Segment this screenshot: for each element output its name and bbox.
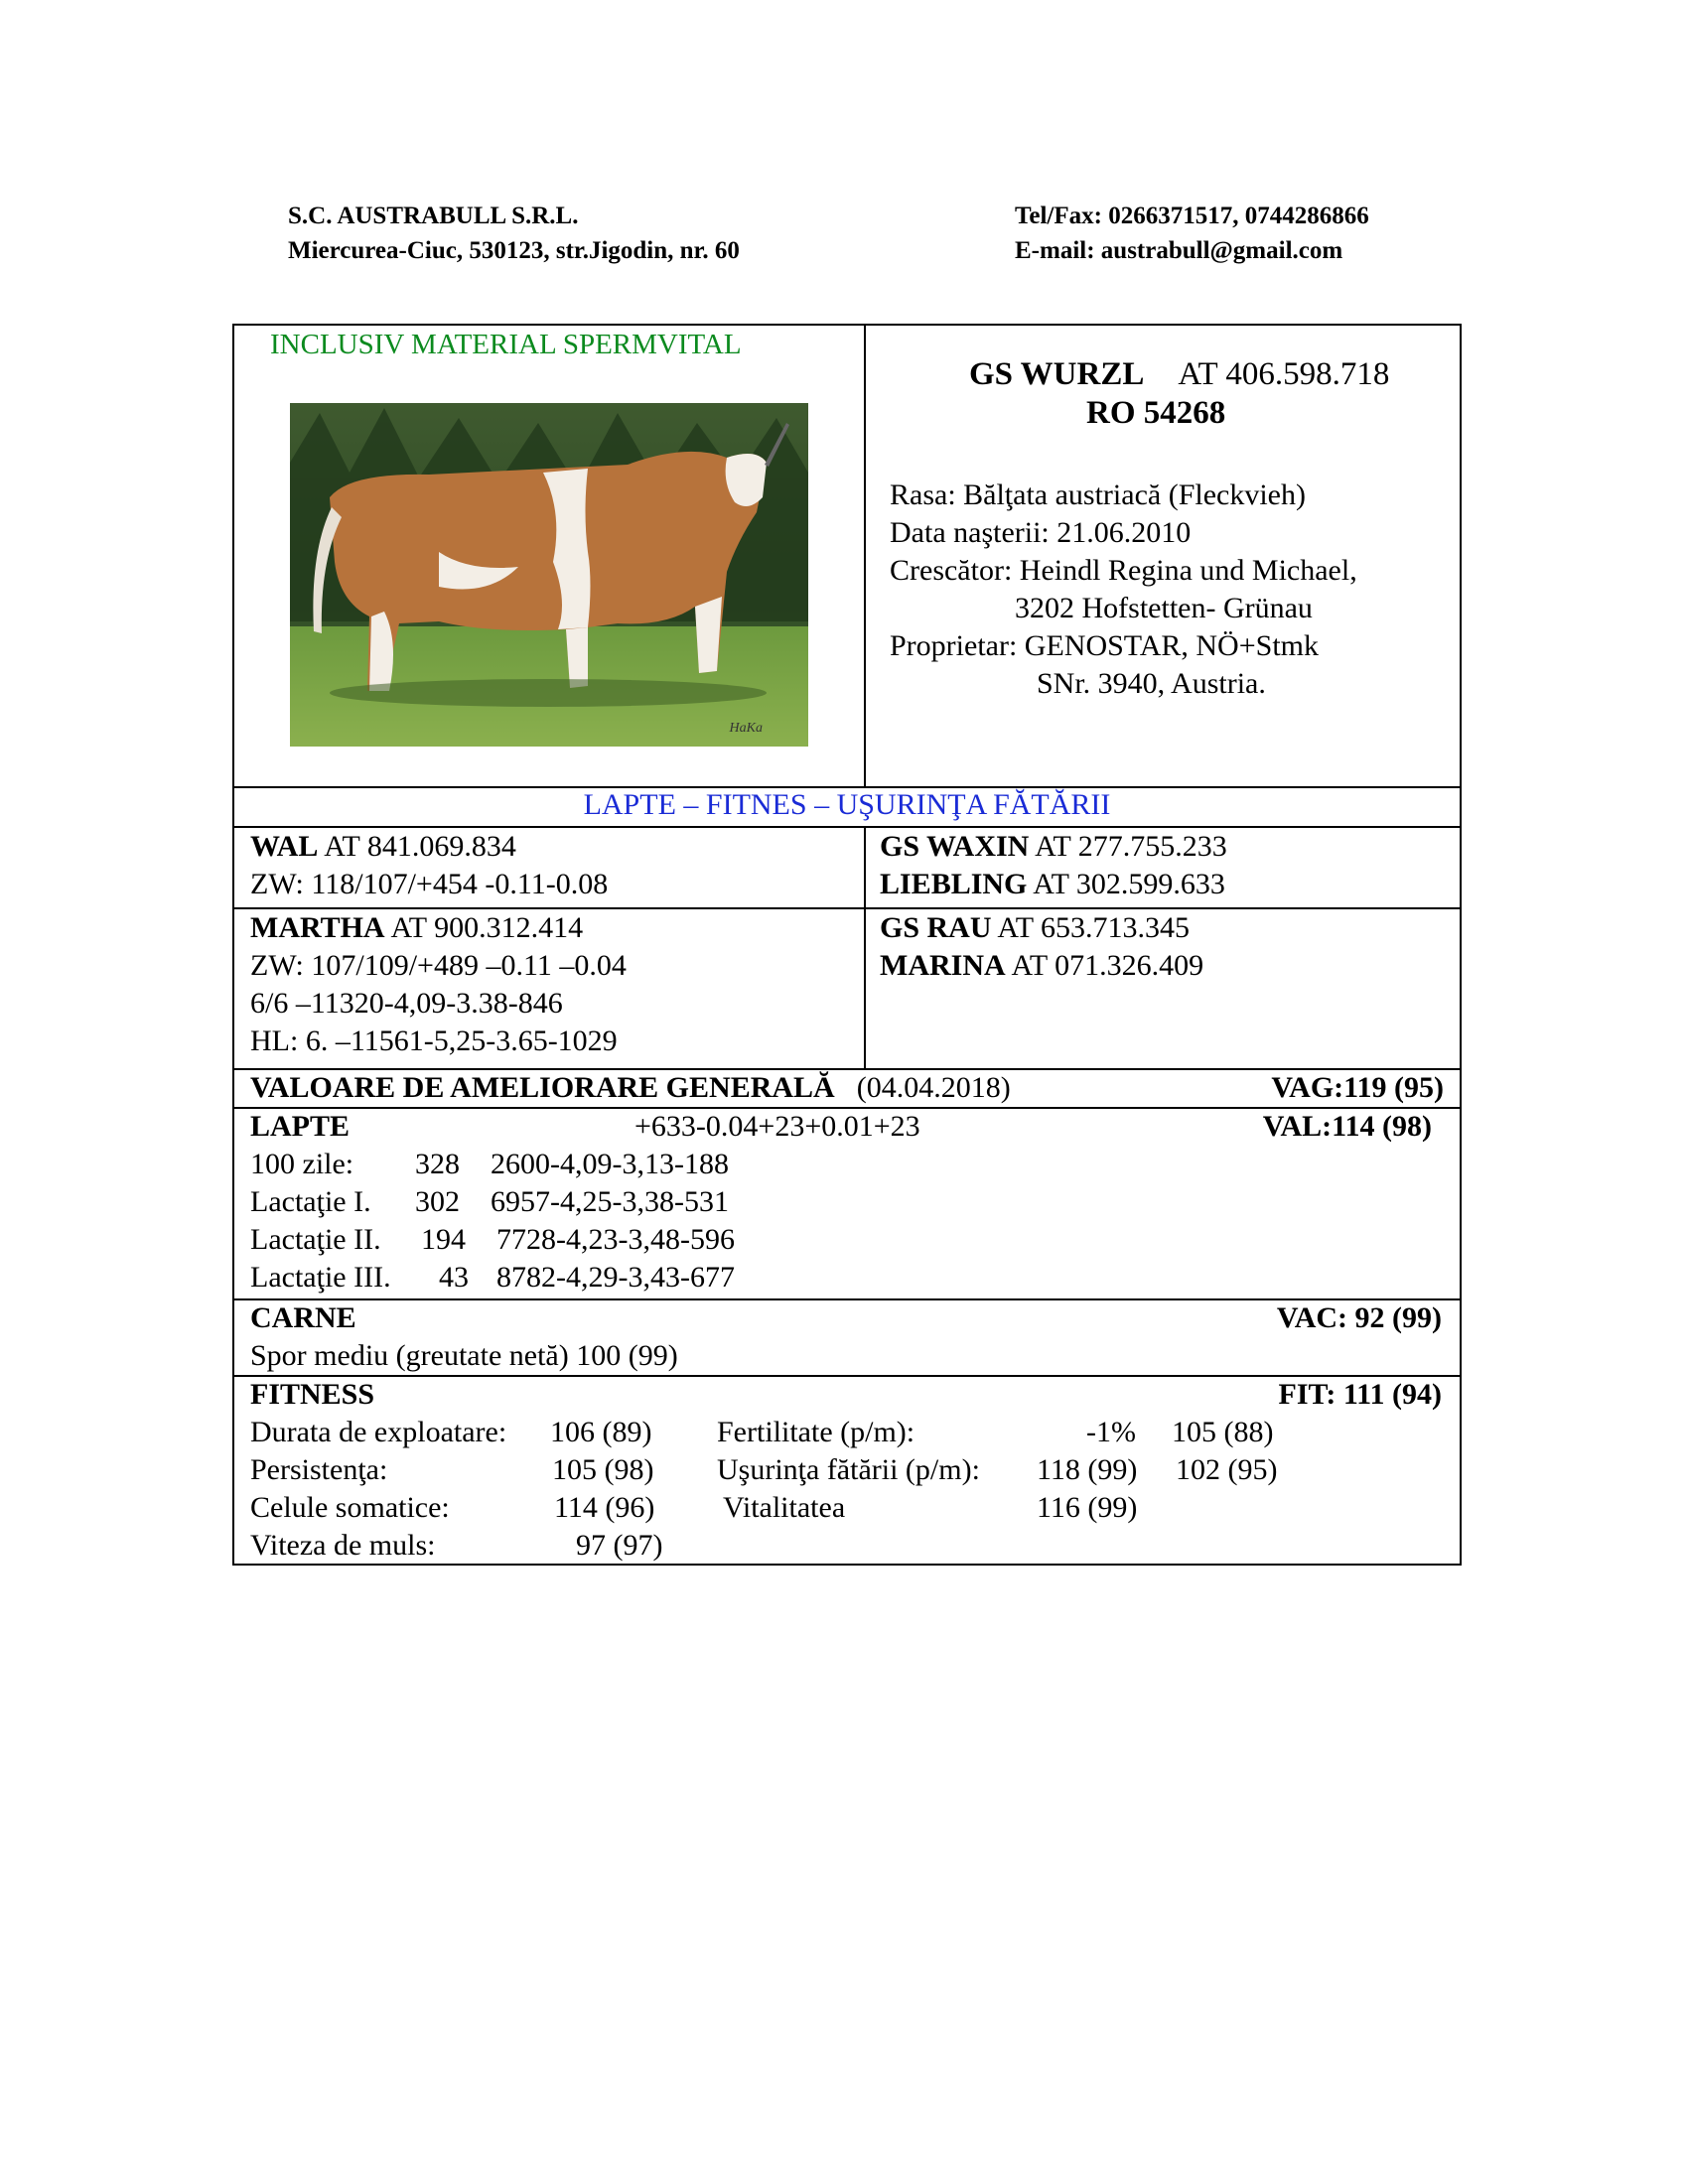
fitness-label: Persistenţa:	[250, 1453, 388, 1486]
milk-row-values: 2600-4,09-3,13-188	[491, 1148, 729, 1180]
milk-row-label: Lactaţie II.	[250, 1223, 381, 1256]
milk-formula: +633-0.04+23+0.01+23	[634, 1110, 920, 1143]
fitness-value: 118 (99)	[1037, 1453, 1138, 1486]
divider-photo	[864, 326, 866, 786]
milk-row-count: 328	[415, 1148, 460, 1180]
milk-row-label: Lactaţie III.	[250, 1261, 391, 1294]
sire-dam	[880, 866, 1225, 903]
milk-row-values: 6957-4,25-3,38-531	[491, 1185, 729, 1218]
bull-breeder-address: 3202 Hofstetten- Grünau	[1015, 592, 1313, 624]
dam-sire-name: GS RAU	[880, 911, 992, 944]
fitness-value: 105 (98)	[552, 1453, 654, 1486]
sire-sire	[880, 828, 1227, 866]
fitness-value: 102 (95)	[1176, 1453, 1278, 1486]
bull-ro-id: RO 54268	[1086, 395, 1226, 431]
dam-sire-id: AT 653.713.345	[991, 911, 1190, 944]
fitness-label: Vitalitatea	[723, 1491, 846, 1524]
company-info	[288, 199, 740, 268]
sire-dam-name: LIEBLING	[880, 868, 1028, 900]
milk-row-label: Lactaţie I.	[250, 1185, 371, 1218]
dam-dam-name: MARINA	[880, 949, 1006, 982]
sire-zw: ZW: 118/107/+454 -0.11-0.08	[250, 868, 609, 900]
fitness-value: 116 (99)	[1037, 1491, 1138, 1524]
bull-name: GS WURZL	[969, 356, 1145, 392]
fitness-label: Uşurinţa fătării (p/m):	[717, 1453, 980, 1486]
bull-breed: Rasa: Bălţata austriacă (Fleckvieh)	[890, 478, 1306, 511]
divider-meat	[234, 1298, 1460, 1300]
fitness-value: 106 (89)	[550, 1416, 652, 1448]
meat-title: CARNE	[250, 1301, 356, 1334]
fit-score: FIT: 111 (94)	[1278, 1378, 1442, 1411]
fitness-label: Durata de exploatare:	[250, 1416, 507, 1448]
sire-id: AT 841.069.834	[318, 830, 516, 863]
company-address: Miercurea-Ciuc, 530123, str.Jigodin, nr. 60	[288, 237, 740, 264]
vag-score: VAG:119 (95)	[1271, 1071, 1444, 1104]
sire-sire-name: GS WAXIN	[880, 830, 1030, 863]
dam-id: AT 900.312.414	[384, 911, 584, 944]
evaluation-label: VALOARE DE AMELIORARE GENERALĂ	[250, 1071, 835, 1104]
dam	[250, 909, 583, 947]
vac-score: VAC: 92 (99)	[1276, 1301, 1442, 1334]
bull-owner-address: SNr. 3940, Austria.	[1037, 667, 1266, 700]
fitness-label: Celule somatice:	[250, 1491, 450, 1524]
bull-data-sheet	[232, 324, 1462, 1566]
dam-sire	[880, 909, 1190, 947]
fitness-label: Viteza de muls:	[250, 1529, 436, 1562]
fitness-value: 114 (96)	[554, 1491, 655, 1524]
bull-image-icon	[290, 403, 808, 747]
photo-watermark: HaKa	[729, 721, 763, 736]
sire-sire-id: AT 277.755.233	[1029, 830, 1227, 863]
divider-fitness	[234, 1375, 1460, 1377]
dam-performance: 6/6 –11320-4,09-3.38-846	[250, 987, 563, 1020]
dam-name: MARTHA	[250, 911, 385, 944]
val-score: VAL:114 (98)	[1262, 1110, 1432, 1143]
company-name: S.C. AUSTRABULL S.R.L.	[288, 203, 579, 229]
dam-dam-id: AT 071.326.409	[1005, 949, 1204, 982]
meat-gain: Spor mediu (greutate netă) 100 (99)	[250, 1339, 678, 1372]
dam-dam	[880, 947, 1203, 985]
milk-row-count: 194	[421, 1223, 466, 1256]
bull-breeder: Crescător: Heindl Regina und Michael,	[890, 554, 1357, 587]
company-email[interactable]: E-mail: austrabull@gmail.com	[1015, 237, 1343, 264]
dam-hl: HL: 6. –11561-5,25-3.65-1029	[250, 1024, 618, 1057]
fitness-value: 97 (97)	[576, 1529, 663, 1562]
contact-info	[1015, 199, 1369, 268]
bull-title	[969, 355, 1389, 393]
evaluation-title	[250, 1069, 1011, 1107]
bull-owner: Proprietar: GENOSTAR, NÖ+Stmk	[890, 629, 1319, 662]
sire-name: WAL	[250, 830, 319, 863]
section-title: LAPTE – FITNES – UŞURINŢA FĂTĂRII	[583, 788, 1111, 821]
fitness-value: -1%	[1086, 1416, 1136, 1448]
divider-pedigree	[864, 826, 866, 1068]
milk-title: LAPTE	[250, 1110, 351, 1143]
fitness-value: 105 (88)	[1172, 1416, 1274, 1448]
company-phone: Tel/Fax: 0266371517, 0744286866	[1015, 203, 1369, 229]
photo-caption: INCLUSIV MATERIAL SPERMVITAL	[270, 329, 742, 360]
sire-dam-id: AT 302.599.633	[1027, 868, 1225, 900]
bull-at-id: AT 406.598.718	[1178, 356, 1390, 392]
milk-row-count: 43	[439, 1261, 469, 1294]
milk-row-values: 7728-4,23-3,48-596	[496, 1223, 735, 1256]
milk-row-count: 302	[415, 1185, 460, 1218]
milk-row-label: 100 zile:	[250, 1148, 354, 1180]
sire	[250, 828, 516, 866]
evaluation-date: (04.04.2018)	[856, 1071, 1011, 1104]
fitness-label: Fertilitate (p/m):	[717, 1416, 915, 1448]
dam-zw: ZW: 107/109/+489 –0.11 –0.04	[250, 949, 627, 982]
bull-photo	[290, 403, 808, 747]
milk-row-values: 8782-4,29-3,43-677	[496, 1261, 735, 1294]
bull-birth-date: Data naşterii: 21.06.2010	[890, 516, 1192, 549]
fitness-title: FITNESS	[250, 1378, 375, 1411]
